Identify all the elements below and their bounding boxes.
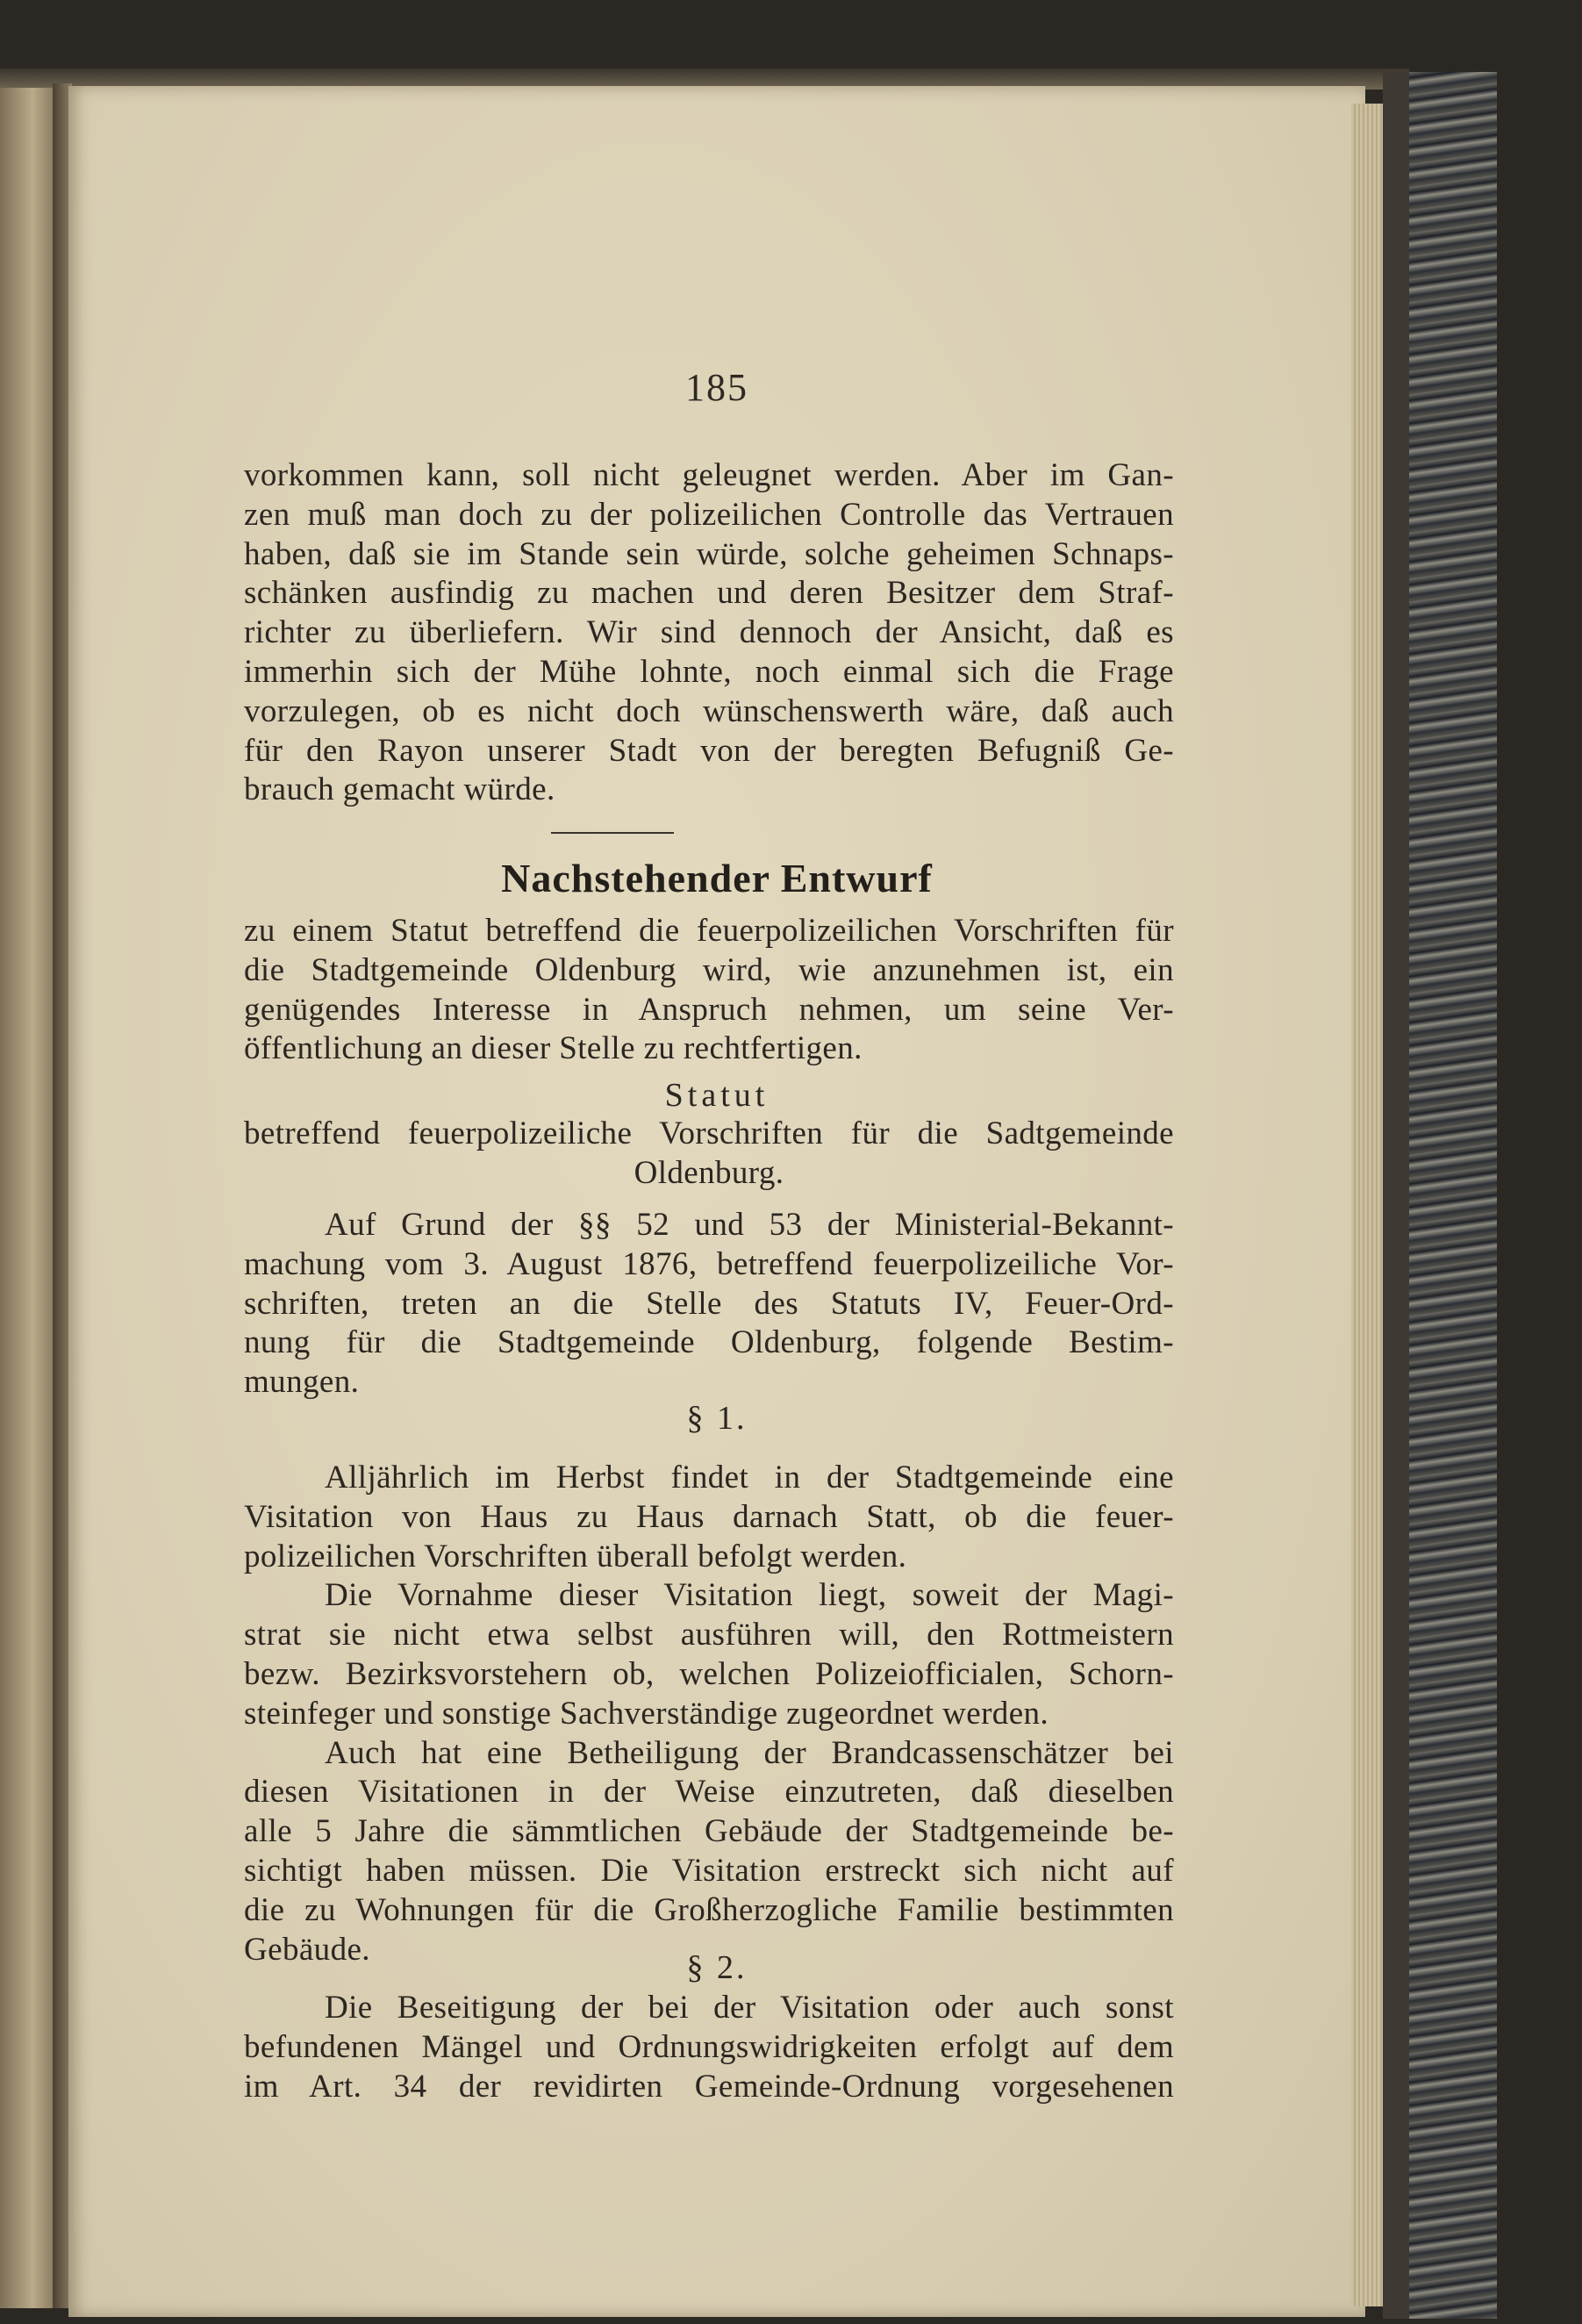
text-line: brauch gemacht würde.: [244, 771, 555, 808]
text-line: richter zu überliefern. Wir sind dennoch der Ansicht, daß es: [244, 614, 1174, 651]
section-2-body: [244, 1989, 1174, 2106]
section-2-label: § 2.: [686, 1949, 748, 1986]
text-line: Auch hat eine Betheiligung der Brandcassenschätzer bei: [325, 1734, 1174, 1771]
book-page: [68, 86, 1365, 2317]
intro-paragraph: [244, 912, 1174, 1069]
text-line: schänken ausfindig zu machen und deren Besitzer dem Straf-: [244, 575, 1174, 612]
text-line: im Art. 34 der revidirten Gemeinde-Ordnung vorgesehenen: [244, 2068, 1174, 2105]
text-line: Auf Grund der §§ 52 und 53 der Ministerial-Bekannt-: [325, 1207, 1174, 1243]
preamble-paragraph: [244, 1206, 1174, 1402]
text-line: betreffend feuerpolizeiliche Vorschriften für die Sadtgemeinde: [244, 1115, 1174, 1151]
section-1-label: § 1.: [686, 1400, 748, 1437]
page-number: 185: [685, 366, 748, 409]
text-line: immerhin sich der Mühe lohnte, noch einmal sich die Frage: [244, 653, 1174, 690]
text-line: für den Rayon unserer Stadt von der beregten Befugniß Ge-: [244, 732, 1174, 769]
text-line: polizeilichen Vorschriften überall befolgt werden.: [244, 1538, 907, 1574]
text-line: steinfeger und sonstige Sachverständige zugeordnet werden.: [244, 1695, 1049, 1732]
statut-subtitle: [244, 1115, 1174, 1194]
text-line: Die Beseitigung der bei der Visitation oder auch sonst: [325, 1990, 1174, 2026]
section-divider: [551, 832, 674, 834]
text-line: die Stadtgemeinde Oldenburg wird, wie anzunehmen ist, ein: [244, 951, 1174, 988]
text-line: Die Vornahme dieser Visitation liegt, soweit der Magi-: [325, 1577, 1174, 1614]
marbled-spine: [1409, 72, 1497, 2319]
text-line: die zu Wohnungen für die Großherzogliche Familie bestimmten: [244, 1891, 1174, 1928]
text-line: strat sie nicht etwa selbst ausführen will, den Rottmeistern: [244, 1617, 1174, 1653]
text-line: Visitation von Haus zu Haus darnach Statt, ob die feuer-: [244, 1498, 1174, 1535]
text-line: Alljährlich im Herbst findet in der Stadtgemeinde eine: [325, 1460, 1174, 1496]
text-line: befundenen Mängel und Ordnungswidrigkeiten erfolgt auf dem: [244, 2028, 1174, 2065]
text-line: zu einem Statut betreffend die feuerpolizeilichen Vorschriften für: [244, 913, 1174, 949]
heading: Nachstehender Entwurf: [501, 856, 933, 900]
text-line: diesen Visitationen in der Weise einzutreten, daß dieselben: [244, 1774, 1174, 1811]
text-line: genügendes Interesse in Anspruch nehmen, um seine Ver-: [244, 991, 1174, 1028]
text-line: sichtigt haben müssen. Die Visitation erstreckt sich nicht auf: [244, 1852, 1174, 1889]
text-line: öffentlichung an dieser Stelle zu rechtfertigen.: [244, 1030, 863, 1067]
text-line: machung vom 3. August 1876, betreffend feuerpolizeiliche Vor-: [244, 1245, 1174, 1282]
page-stack-edges: [1351, 104, 1383, 2306]
text-line: nung für die Stadtgemeinde Oldenburg, folgende Bestim-: [244, 1324, 1174, 1361]
paragraph-continuation: [244, 456, 1174, 810]
text-line: vorzulegen, ob es nicht doch wünschenswerth wäre, daß auch: [244, 692, 1174, 729]
text-line: vorkommen kann, soll nicht geleugnet werden. Aber im Gan-: [244, 457, 1174, 493]
section-1-body: [244, 1459, 1174, 1969]
facing-page-edge: [0, 88, 54, 2308]
text-line: haben, daß sie im Stande sein würde, solche geheimen Schnaps-: [244, 535, 1174, 572]
text-line: alle 5 Jahre die sämmtlichen Gebäude der Stadtgemeinde be-: [244, 1813, 1174, 1850]
cover-edge: [1383, 72, 1409, 2319]
text-line: zen muß man doch zu der polizeilichen Controlle das Vertrauen: [244, 496, 1174, 533]
text-line: Gebäude.: [244, 1931, 370, 1968]
statut-title: Statut: [664, 1077, 770, 1114]
text-line: mungen.: [244, 1364, 360, 1401]
text-line: bezw. Bezirksvorstehern ob, welchen Polizeiofficialen, Schorn-: [244, 1655, 1174, 1692]
text-line: schriften, treten an die Stelle des Statuts IV, Feuer-Ord-: [244, 1285, 1174, 1322]
text-line: Oldenburg.: [634, 1154, 784, 1191]
